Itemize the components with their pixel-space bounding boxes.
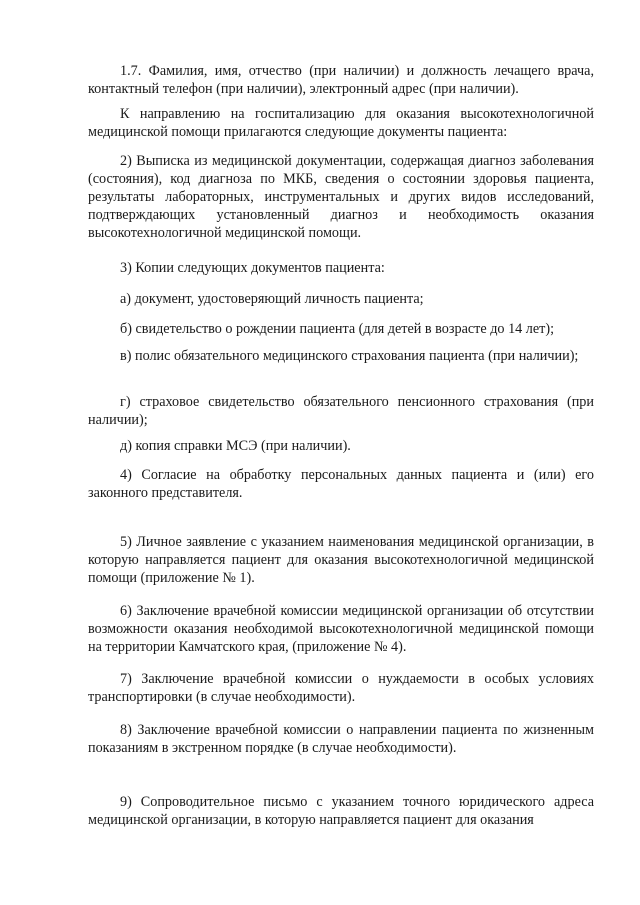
paragraph-attachments-intro: К направлению на госпитализацию для оказания высокотехнологичной медицинской помощи прилагаются следующие документы пациента:	[88, 106, 594, 140]
paragraph-3d-pension-certificate: г) страховое свидетельство обязательного пенсионного страхования (при наличии);	[88, 394, 594, 428]
paragraph-3b-birth-certificate: б) свидетельство о рождении пациента (для детей в возрасте до 14 лет);	[120, 321, 555, 337]
paragraph-3c-insurance-policy: в) полис обязательного медицинского страхования пациента (при наличии);	[120, 348, 579, 364]
paragraph-4-personal-data-consent: 4) Согласие на обработку персональных данных пациента и (или) его законного представителя.	[88, 467, 594, 501]
paragraph-5-personal-application: 5) Личное заявление с указанием наименования медицинской организации, в которую направляется пациент для оказания высокотехнологичной медицинской помощи (приложение № 1).	[88, 534, 594, 586]
paragraph-7-transport-conditions: 7) Заключение врачебной комиссии о нуждаемости в особых условиях транспортировки (в случае необходимости).	[88, 671, 594, 705]
paragraph-1-7-physician-info: 1.7. Фамилия, имя, отчество (при наличии) и должность лечащего врача, контактный телефон (при наличии), электронный адрес (при наличии).	[88, 63, 594, 97]
paragraph-6-commission-conclusion: 6) Заключение врачебной комиссии медицинской организации об отсутствии возможности оказания необходимой высокотехнологичной медицинской помощи на территории Камчатского края, (приложение № 4).	[88, 603, 594, 655]
paragraph-8-emergency-referral: 8) Заключение врачебной комиссии о направлении пациента по жизненным показаниям в экстренном порядке (в случае необходимости).	[88, 722, 594, 756]
paragraph-2-medical-extract: 2) Выписка из медицинской документации, содержащая диагноз заболевания (состояния), код диагноза по МКБ, сведения о состоянии здоровья пациента, результаты лабораторных, инструментальных и других видов исследований, подтверждающих установленный диагноз и необходимость оказания высокотехнологичной медицинской помощи.	[88, 153, 594, 241]
paragraph-3e-mse-certificate: д) копия справки МСЭ (при наличии).	[120, 438, 351, 454]
paragraph-9-cover-letter: 9) Сопроводительное письмо с указанием точного юридического адреса медицинской организации, в которую направляется пациент для оказания	[88, 794, 594, 828]
paragraph-3a-identity-document: а) документ, удостоверяющий личность пациента;	[120, 291, 424, 307]
paragraph-3-document-copies: 3) Копии следующих документов пациента:	[120, 260, 385, 276]
